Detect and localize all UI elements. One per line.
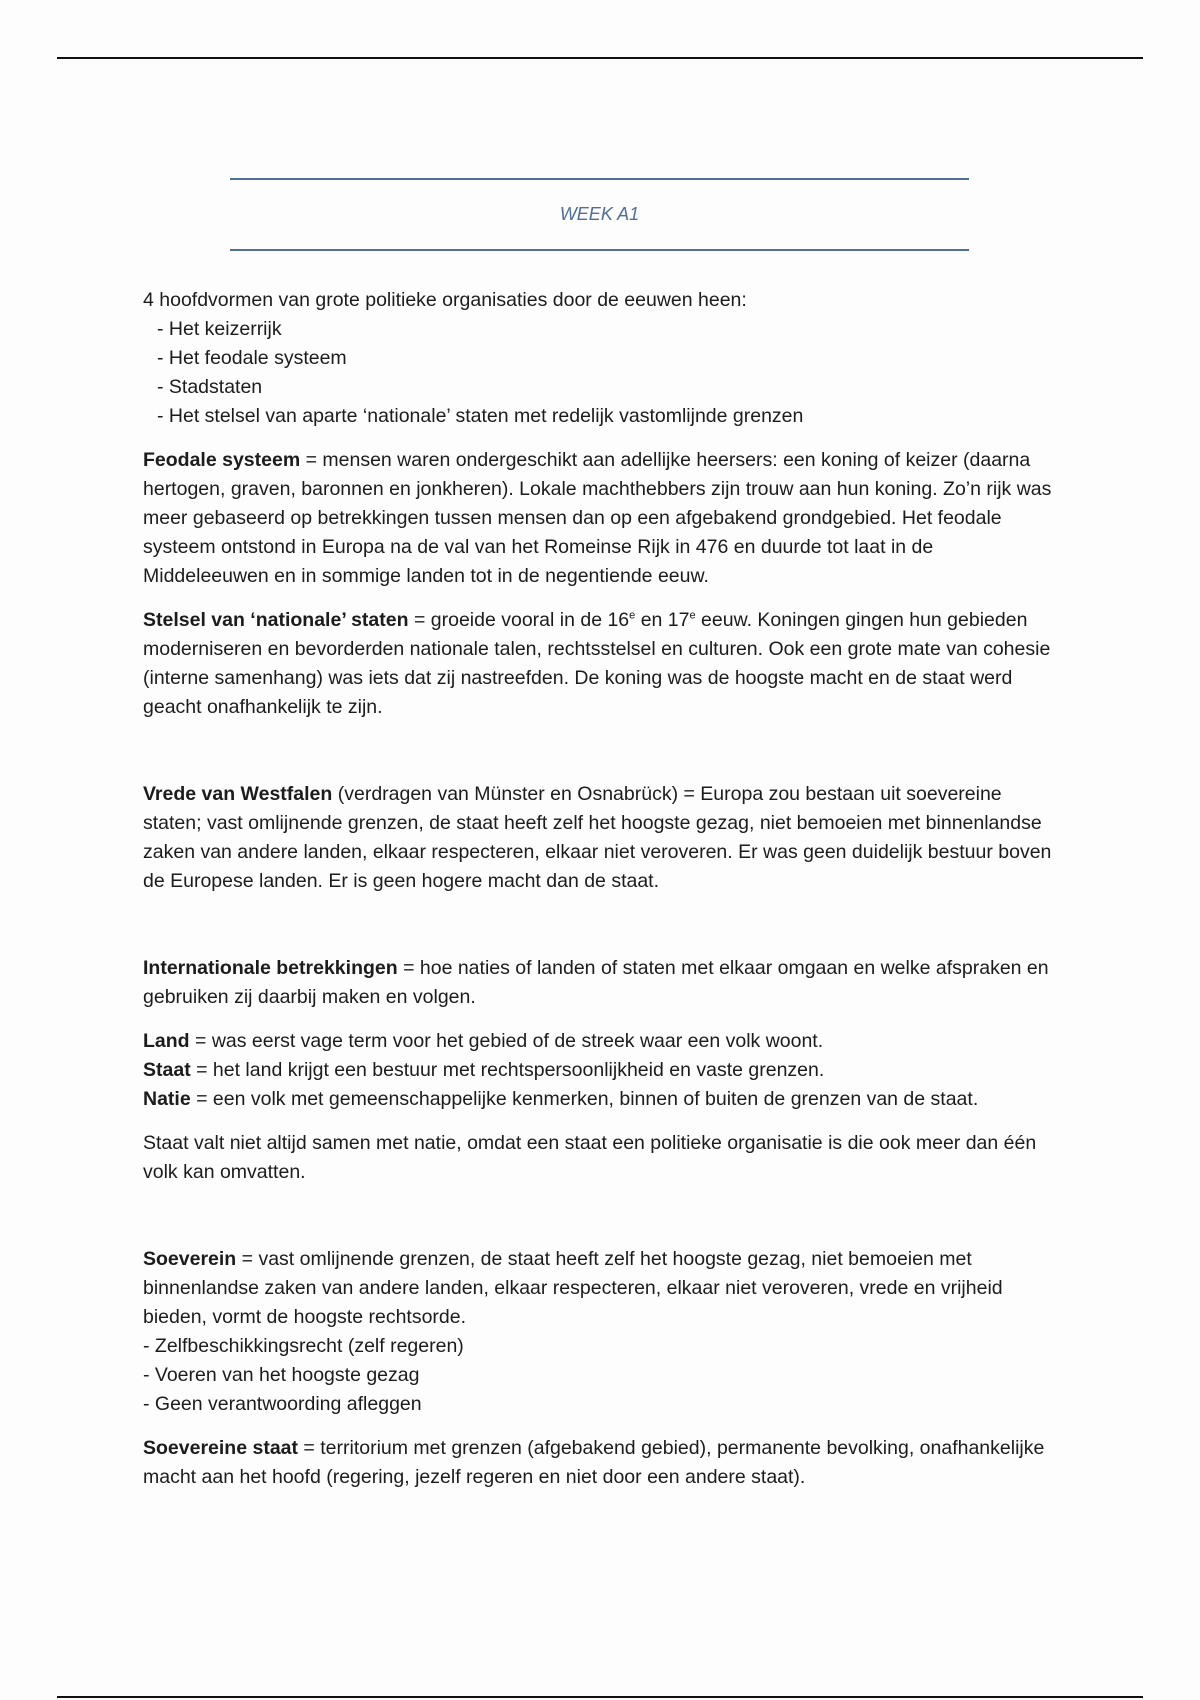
feodaal-text: = mensen waren ondergeschikt aan adellijke heersers: een koning of keizer (daarna hertogen, graven, baronnen en jonkheren). Lokale machthebbers zijn trouw aan hun koning. Zo’n rijk was meer gebaseerd op betrekkingen tussen mensen dan op een afgebakend grondgebied. Het feodale systeem ontstond in Europa na de val van het Romeinse Rijk in 476 en duurde tot laat in de Middeleeuwen en in sommige landen tot in de negentiende eeuw. <box>143 449 1052 587</box>
natie-text: = een volk met gemeenschappelijke kenmerken, binnen of buiten de grenzen van de staat. <box>190 1088 979 1110</box>
intro-item: - Het stelsel van aparte ‘nationale’ staten met redelijk vastomlijnde grenzen <box>157 405 804 427</box>
westfalen-term: Vrede van Westfalen <box>143 783 333 805</box>
feodaal-term: Feodale systeem <box>143 449 301 471</box>
ib-paragraph <box>143 954 1063 1012</box>
soevereine-staat-text: = territorium met grenzen (afgebakend gebied), permanente bevolking, onafhankelijke macht aan het hoofd (regering, jezelf regeren en niet door een andere staat). <box>143 1437 1045 1488</box>
stelsel-text-a: = groeide vooral in de 16 <box>408 609 630 631</box>
soevereine-staat-term: Soevereine staat <box>143 1437 299 1459</box>
intro-item: - Het feodale systeem <box>157 347 347 369</box>
soeverein-text: = vast omlijnende grenzen, de staat heeft zelf het hoogste gezag, niet bemoeien met binnenlandse zaken van andere landen, elkaar respecteren, elkaar niet veroveren, vrede en vrijheid bieden, vormt de hoogste rechtsorde. <box>143 1248 1003 1328</box>
land-term: Land <box>143 1030 190 1052</box>
soeverein-term: Soeverein <box>143 1248 237 1270</box>
stelsel-paragraph <box>143 606 1063 722</box>
page-title: WEEK A1 <box>559 204 640 224</box>
document-body <box>143 286 1063 1492</box>
title-bottom-line <box>230 249 969 251</box>
stelsel-text-b: en 17 <box>635 609 690 631</box>
intro-lead: 4 hoofdvormen van grote politieke organisaties door de eeuwen heen: <box>143 289 747 311</box>
intro-item: - Het keizerrijk <box>157 318 282 340</box>
staat-text: = het land krijgt een bestuur met rechtspersoonlijkheid en vaste grenzen. <box>190 1059 825 1081</box>
soevereine-staat-paragraph <box>143 1434 1063 1492</box>
staat-definition <box>143 1056 1063 1085</box>
feodaal-paragraph <box>143 446 1063 591</box>
soeverein-paragraph <box>143 1245 1063 1332</box>
stelsel-sup-b: e <box>689 609 696 622</box>
soeverein-item: - Zelfbeschikkingsrecht (zelf regeren) <box>143 1335 464 1357</box>
ib-text: = hoe naties of landen of staten met elkaar omgaan en welke afspraken en gebruiken zij daarbij maken en volgen. <box>143 957 1049 1008</box>
title-block <box>230 178 969 251</box>
soeverein-item: - Geen verantwoording afleggen <box>143 1393 422 1415</box>
page-bottom-rule <box>57 1696 1143 1698</box>
stelsel-text-c: eeuw. Koningen gingen hun gebieden moderniseren en bevorderden nationale talen, rechtsstelsel en culturen. Ook een grote mate van cohesie (interne samenhang) was iets dat zij nastreefden. De koning was de hoogste macht en de staat werd geacht onafhankelijk te zijn. <box>143 609 1051 718</box>
stelsel-term: Stelsel van ‘nationale’ staten <box>143 609 409 631</box>
land-text: = was eerst vage term voor het gebied of de streek waar een volk woont. <box>189 1030 824 1052</box>
westfalen-paragraph <box>143 780 1063 896</box>
natie-definition <box>143 1085 1063 1114</box>
intro-item: - Stadstaten <box>157 376 263 398</box>
soeverein-item: - Voeren van het hoogste gezag <box>143 1364 420 1386</box>
ib-term: Internationale betrekkingen <box>143 957 398 979</box>
page-top-rule <box>57 57 1143 59</box>
natie-term: Natie <box>143 1088 191 1110</box>
stelsel-sup-a: e <box>629 609 636 622</box>
staat-term: Staat <box>143 1059 191 1081</box>
land-definition <box>143 1027 1063 1056</box>
staat-natie-paragraph: Staat valt niet altijd samen met natie, omdat een staat een politieke organisatie is die ook meer dan één volk kan omvatten. <box>143 1132 1037 1183</box>
westfalen-text: (verdragen van Münster en Osnabrück) = Europa zou bestaan uit soevereine staten; vast omlijnende grenzen, de staat heeft zelf het hoogste gezag, niet bemoeien met binnenlandse zaken van andere landen, elkaar respecteren, elkaar niet veroveren. Er was geen duidelijk bestuur boven de Europese landen. Er is geen hogere macht dan de staat. <box>143 783 1052 892</box>
